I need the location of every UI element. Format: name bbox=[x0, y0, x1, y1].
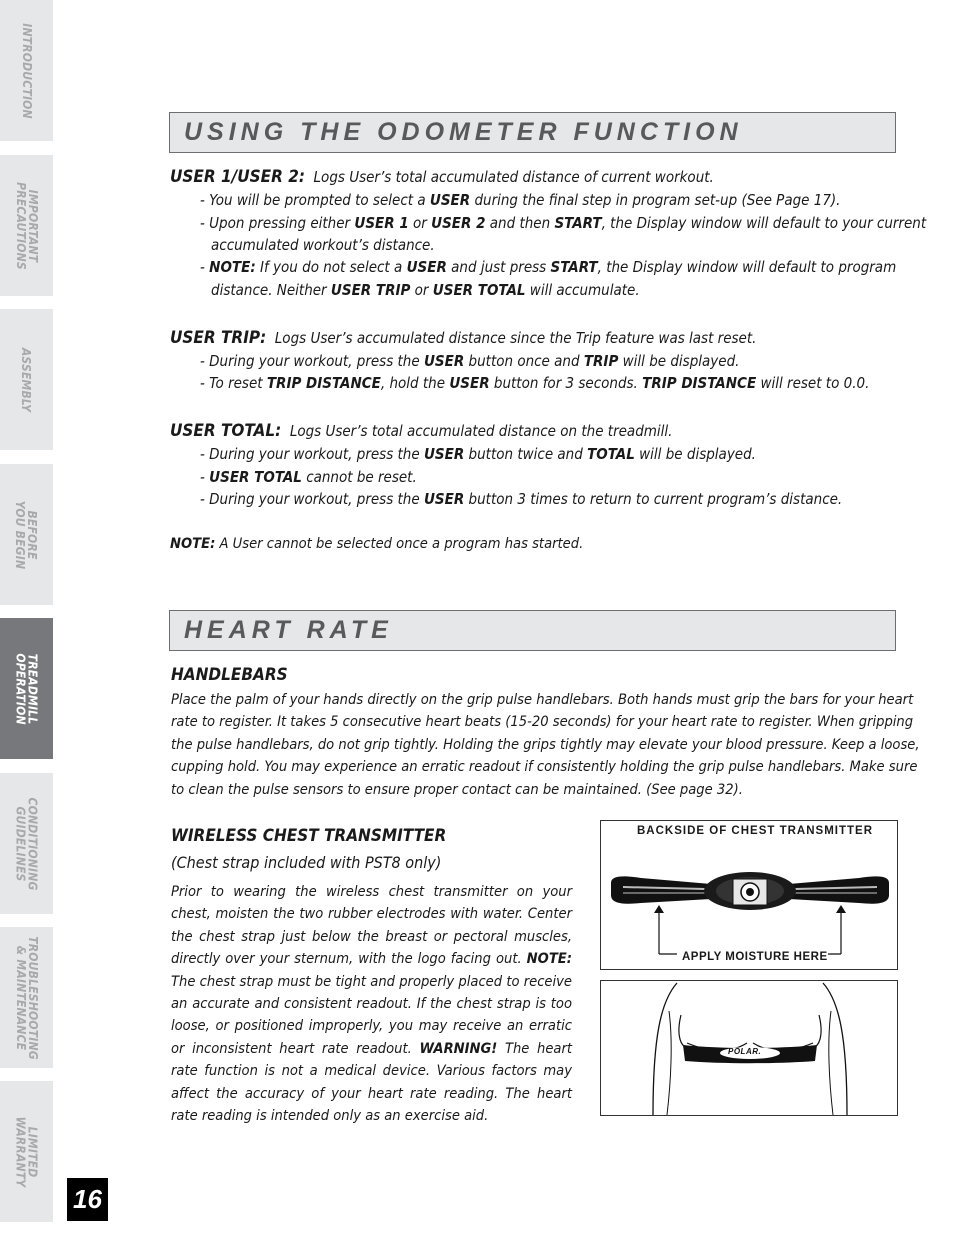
total-bullet-1: - During your workout, press the USER button twice and TOTAL will be displayed. bbox=[200, 445, 756, 463]
tab-introduction[interactable]: INTRODUCTION bbox=[0, 0, 53, 141]
tab-limited-warranty[interactable]: LIMITED WARRANTY bbox=[0, 1081, 53, 1222]
user12-bullet-1: - You will be prompted to select a USER during the final step in program set-up (See Page 17). bbox=[200, 191, 841, 209]
tab-conditioning-guidelines[interactable]: CONDITIONING GUIDELINES bbox=[0, 773, 53, 914]
total-bullet-2: - USER TOTAL cannot be reset. bbox=[200, 468, 417, 486]
transmitter-illustration bbox=[601, 821, 899, 971]
apply-moisture-caption: APPLY MOISTURE HERE bbox=[682, 951, 828, 963]
total-bullet-3: - During your workout, press the USER button 3 times to return to current program’s distance. bbox=[200, 490, 843, 508]
trip-bullet-2: - To reset TRIP DISTANCE, hold the USER button for 3 seconds. TRIP DISTANCE will reset to 0.0. bbox=[200, 374, 870, 392]
odometer-section-header bbox=[169, 112, 896, 153]
handlebars-paragraph: Place the palm of your hands directly on the grip pulse handlebars. Both hands must grip the bars for your heart rate to register. It takes 5 consecutive heart beats (15-20 seconds) for your heart rate to register. When gripping the pulse handlebars, do not grip tightly. Holding the grips tightly may elevate your blood pressure. Keep a loose, cupping hold. You may experience an erratic readout if consistently holding the grip pulse handlebars. Make sure to clean the pulse sensors to ensure proper contact can be maintained. (See page 32). bbox=[171, 691, 920, 798]
page-number: 16 bbox=[67, 1178, 108, 1221]
user12-bullet-3: - NOTE: If you do not select a USER and just press START, the Display window will default to program bbox=[200, 258, 897, 276]
tab-before-you-begin[interactable]: BEFORE YOU BEGIN bbox=[0, 464, 53, 605]
odometer-section-title: USING THE ODOMETER FUNCTION bbox=[184, 118, 743, 146]
user-total-heading: USER TOTAL: Logs User’s total accumulated distance on the treadmill. bbox=[170, 421, 673, 441]
user-trip-heading: USER TRIP: Logs User’s accumulated distance since the Trip feature was last reset. bbox=[170, 328, 757, 348]
handlebars-heading: HANDLEBARS bbox=[171, 665, 288, 685]
tab-troubleshooting-maintenance[interactable]: TROUBLESHOOTING & MAINTENANCE bbox=[0, 927, 53, 1068]
odometer-note: NOTE: A User cannot be selected once a program has started. bbox=[170, 535, 584, 552]
user12-bullet-2: - Upon pressing either USER 1 or USER 2 and then START, the Display window will default to your current bbox=[200, 214, 927, 232]
wireless-paragraph: Prior to wearing the wireless chest transmitter on your chest, moisten the two rubber electrodes with water. Center the chest strap just below the breast or pectoral muscles, directly over your sternum, with the logo facing out. NOTE: The chest strap must be tight and properly placed to receive an accurate and consistent readout. If the chest strap is too loose, or positioned improperly, you may receive an erratic or inconsistent heart rate readout. WARNING! The heart rate function is not a medical device. Various factors may affect the accuracy of your heart rate reading. The heart rate reading is intended only as an exercise aid. bbox=[171, 883, 573, 1125]
wireless-heading: WIRELESS CHEST TRANSMITTER bbox=[171, 826, 447, 846]
wireless-subheading: (Chest strap included with PST8 only) bbox=[171, 853, 442, 872]
tab-assembly[interactable]: ASSEMBLY bbox=[0, 309, 53, 450]
transmitter-figure bbox=[600, 820, 898, 970]
transmitter-figure-caption: BACKSIDE OF CHEST TRANSMITTER bbox=[637, 825, 873, 837]
heart-rate-section-title: HEART RATE bbox=[184, 616, 393, 644]
polar-logo: POLAR. bbox=[728, 1047, 762, 1056]
user12-bullet-2-cont: accumulated workout’s distance. bbox=[211, 236, 435, 254]
user12-bullet-3-cont: distance. Neither USER TRIP or USER TOTAL will accumulate. bbox=[211, 281, 640, 299]
user12-heading: USER 1/USER 2: Logs User’s total accumulated distance of current workout. bbox=[170, 167, 714, 187]
tab-treadmill-operation[interactable]: TREADMILL OPERATION bbox=[0, 618, 53, 759]
torso-figure bbox=[600, 980, 898, 1116]
trip-bullet-1: - During your workout, press the USER button once and TRIP will be displayed. bbox=[200, 352, 740, 370]
tab-important-precautions[interactable]: IMPORTANT PRECAUTIONS bbox=[0, 155, 53, 296]
heart-rate-section-header bbox=[169, 610, 896, 651]
